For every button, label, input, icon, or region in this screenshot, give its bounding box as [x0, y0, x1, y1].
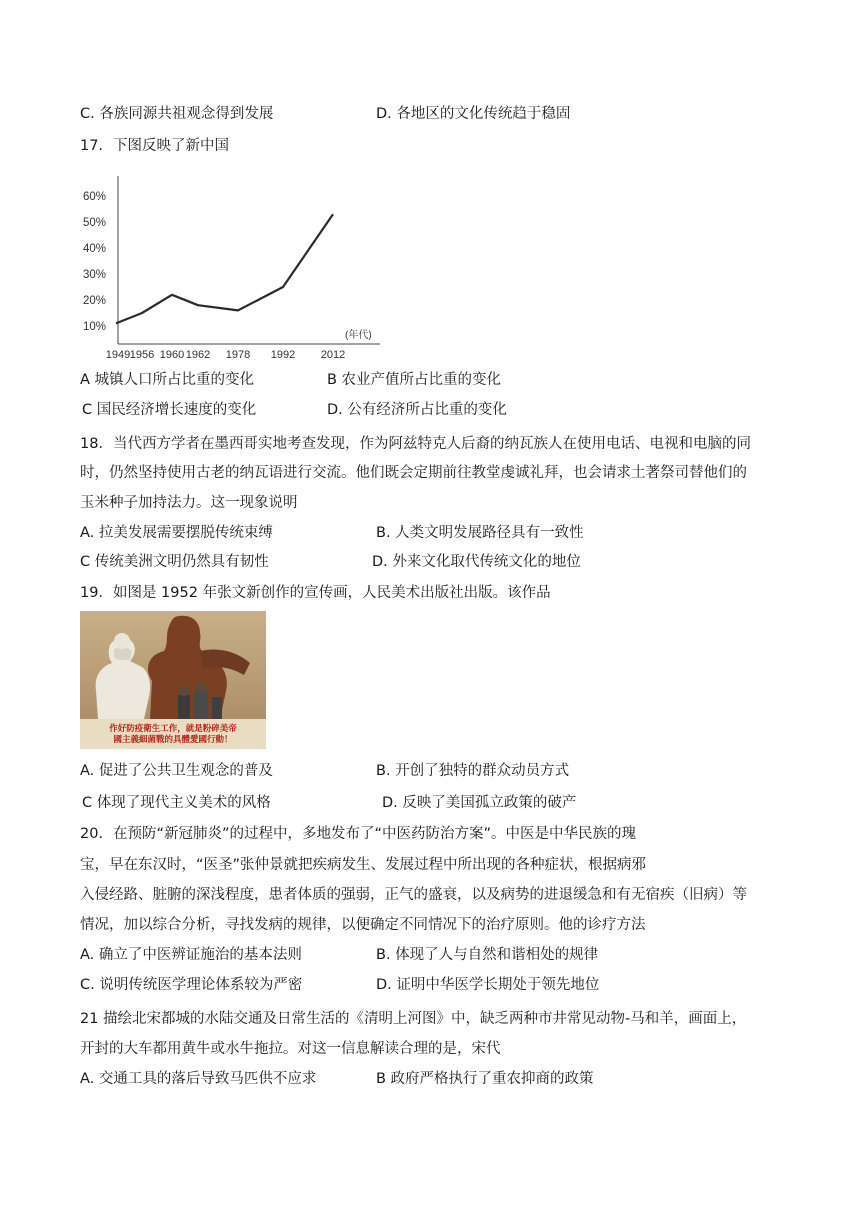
- q21-option-b: B 政府严格执行了重农抑商的政策: [376, 1071, 594, 1087]
- q18-option-a: A. 拉美发展需要摆脱传统束缚: [80, 525, 273, 541]
- q19-option-c: C 体现了现代主义美术的风格: [82, 795, 271, 811]
- chart-y-tick-label: 60%: [83, 191, 107, 203]
- chart-x-tick-label: 1992: [270, 349, 296, 361]
- chart-y-tick-label: 50%: [83, 217, 107, 229]
- chart-x-tick-label: 1978: [225, 349, 251, 361]
- q20-stem-line-4: 情况，加以综合分析，寻找发病的规律，以便确定不同情况下的治疗原则。他的诊疗方法: [80, 917, 646, 933]
- q18-option-b: B. 人类文明发展路径具有一致性: [376, 525, 584, 541]
- chart-x-unit-label: (年代): [345, 330, 372, 341]
- propaganda-poster-image: [80, 611, 266, 749]
- q20-option-a: A. 确立了中医辨证施治的基本法则: [80, 947, 302, 963]
- q17-option-b: B 农业产值所占比重的变化: [327, 372, 502, 388]
- q20-stem-line-1: 20．在预防“新冠肺炎”的过程中，多地发布了“中医药防治方案”。中医是中华民族的瑰: [80, 826, 636, 842]
- q18-option-d: D. 外来文化取代传统文化的地位: [372, 554, 581, 570]
- q18-option-c: C 传统美洲文明仍然具有韧性: [80, 554, 269, 570]
- q20-stem-line-2: 宝，早在东汉时，“医圣”张仲景就把疾病发生、发展过程中所出现的各种症状，根据病邪: [80, 857, 647, 873]
- q20-option-c: C. 说明传统医学理论体系较为严密: [80, 977, 303, 993]
- chart-y-tick-label: 20%: [83, 295, 107, 307]
- chart-x-tick-label: 1956: [129, 349, 155, 361]
- chart-x-tick-label: 1949: [105, 349, 131, 361]
- q18-stem-line-2: 时，仍然坚持使用古老的纳瓦语进行交流。他们既会定期前往教堂虔诚礼拜，也会请求土著祭司替他们的: [80, 465, 747, 481]
- q17-option-d: D. 公有经济所占比重的变化: [327, 402, 507, 418]
- q21-option-a: A. 交通工具的落后导致马匹供不应求: [80, 1071, 317, 1087]
- chart-x-tick-label: 2012: [320, 349, 346, 361]
- chart-axes: [118, 176, 380, 344]
- chart-x-tick-label: 1962: [185, 349, 211, 361]
- chart-y-tick-labels: [83, 191, 106, 333]
- chart-y-tick-label: 30%: [83, 269, 107, 281]
- q20-stem-line-3: 入侵经路、脏腑的深浅程度，患者体质的强弱，正气的盛衰，以及病势的进退缓急和有无宿疾（旧病）等: [80, 887, 747, 903]
- chart-x-tick-label: 1960: [159, 349, 185, 361]
- q18-stem-line-1: 18．当代西方学者在墨西哥实地考查发现，作为阿兹特克人后裔的纳瓦族人在使用电话、电视和电脑的同: [80, 436, 751, 452]
- q19-option-a: A. 促进了公共卫生观念的普及: [80, 763, 273, 779]
- q17-line-chart: [80, 168, 390, 368]
- q16-option-c: C. 各族同源共祖观念得到发展: [80, 106, 274, 122]
- chart-y-tick-label: 10%: [83, 321, 107, 333]
- chart-x-tick-labels: [106, 349, 345, 361]
- q17-option-a: A 城镇人口所占比重的变化: [80, 372, 255, 388]
- chart-y-tick-label: 40%: [83, 243, 107, 255]
- q21-stem-line-1: 21 描绘北宋都城的水陆交通及日常生活的《清明上河图》中，缺乏两种市井常见动物-马和羊，画面上，: [80, 1011, 747, 1027]
- poster-caption-line-2: 國主義細菌戰的具體愛國行動！: [113, 735, 233, 745]
- chart-series-line: [116, 214, 333, 323]
- q19-option-b: B. 开创了独特的群众动员方式: [376, 763, 570, 779]
- q19-stem: 19．如图是 1952 年张文新创作的宣传画，人民美术出版社出版。该作品: [80, 585, 551, 601]
- q20-option-d: D. 证明中华医学长期处于领先地位: [376, 977, 600, 993]
- q20-option-b: B. 体现了人与自然和谐相处的规律: [376, 947, 599, 963]
- poster-caption-line-1: 作好防疫衛生工作，就是粉碎美帝: [109, 724, 237, 734]
- q16-option-d: D. 各地区的文化传统趋于稳固: [376, 106, 571, 122]
- q17-option-c: C 国民经济增长速度的变化: [82, 402, 257, 418]
- q18-stem-line-3: 玉米种子加持法力。这一现象说明: [80, 495, 298, 511]
- q21-stem-line-2: 开封的大车都用黄牛或水牛拖拉。对这一信息解读合理的是，宋代: [80, 1041, 501, 1057]
- q17-stem: 17．下图反映了新中国: [80, 138, 229, 154]
- q19-option-d: D. 反映了美国孤立政策的破产: [382, 795, 577, 811]
